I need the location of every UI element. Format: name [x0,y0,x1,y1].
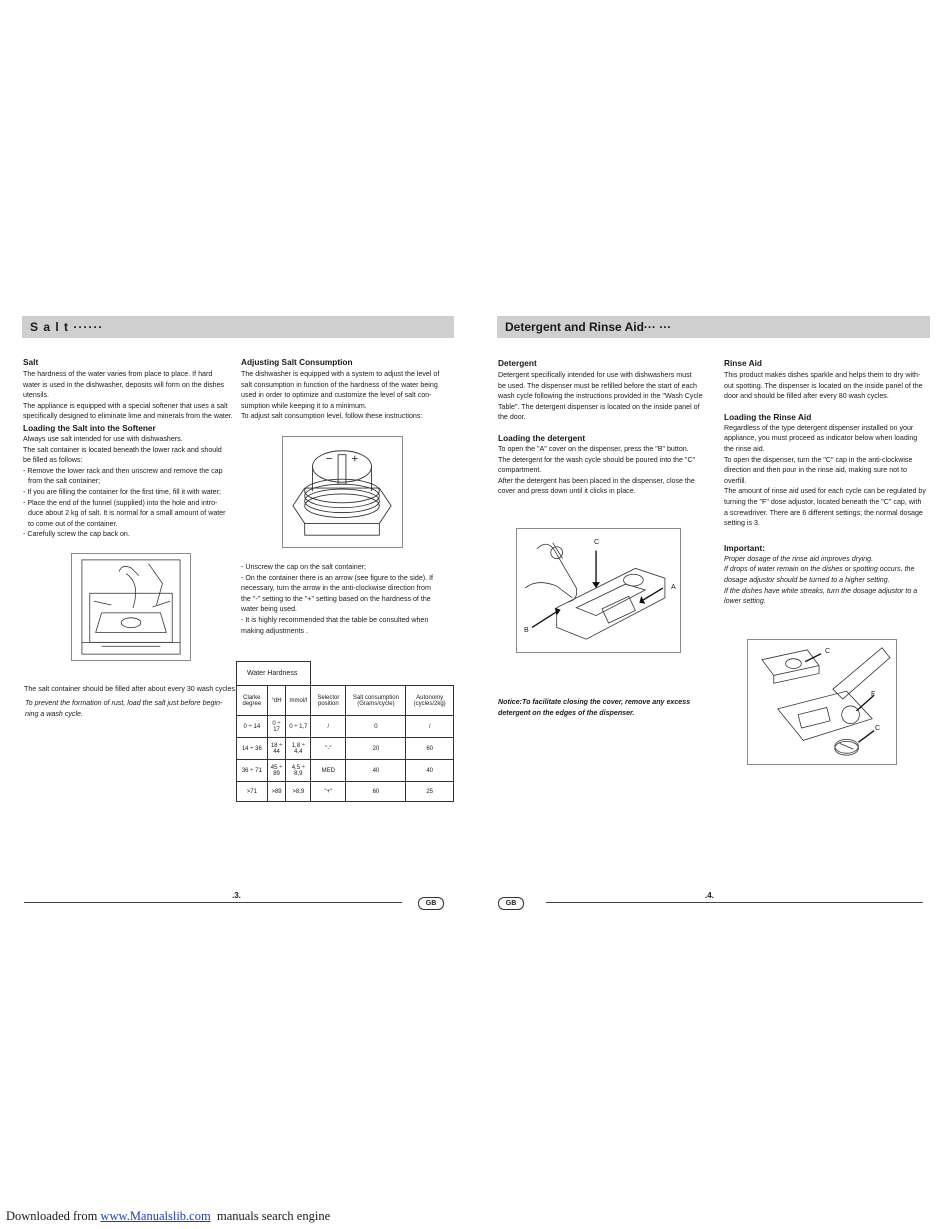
loading-rinse-aid-paragraph [724,423,929,529]
table-header: Selector position [311,686,346,716]
table-cell: 0 ÷ 14 [237,716,268,738]
footer-prefix: Downloaded from [6,1209,101,1223]
text-line: - Unscrew the cap on the salt container; [241,563,366,571]
text-line: This product makes dishes sparkle and helps them to dry with- [724,371,921,379]
dishwasher-salt-figure [71,553,191,661]
salt-fill-note: The salt container should be filled after about every 30 wash cycles. [24,685,237,693]
text-line: dosage adjustor should be turned to a higher setting. [724,575,890,584]
rinse-aid-drawing [748,640,896,764]
text-line: used in order to optimize and customize the level of salt con- [241,391,432,400]
salt-header-title: S a l t ······ [30,320,104,334]
download-footer [6,1209,330,1224]
table-header: °dH [267,686,286,716]
text-line: To open the dispenser, turn the "C" cap in the anti-clockwise [724,455,913,464]
table-cell: MED [311,760,346,782]
text-line: Detergent specifically intended for use with dishwashers must [498,371,692,379]
text-line: After the detergent has been placed in the dispenser, close the [498,476,695,485]
dishwasher-drawing [72,554,190,660]
table-cell: 25 [406,782,454,802]
text-line: - Carefully screw the cap back on. [23,530,130,539]
text-line: a screwdriver. There are 6 different settings; the normal dosage [724,508,923,517]
detergent-column [498,358,708,497]
text-line: the rinse aid. [724,444,765,453]
detergent-header-bar [497,316,930,338]
table-row [237,738,454,760]
figure-label-f: F [871,690,876,698]
text-line: To adjust salt consumption level, follow these instructions: [241,412,423,421]
table-row [237,760,454,782]
text-line: Notice:To facilitate closing the cover, remove any excess [498,698,691,706]
text-line: utensils. [23,391,50,400]
text-line: sumption while keeping it to a minimum. [241,401,367,410]
important-heading: Important: [724,542,766,553]
table-header: Clarke degree [237,686,268,716]
text-line: - On the container there is an arrow (see figure to the side). If [241,573,434,582]
table-header-row [237,686,454,716]
table-cell: / [406,716,454,738]
text-line: setting is 3. [724,519,760,528]
text-line: The appliance is equipped with a special softener that uses a salt [23,401,228,410]
text-line: the "-" setting to the "+" setting based on the hardness of the [241,594,431,603]
text-line: Proper dosage of the rinse aid improves drying. [724,554,874,563]
text-line: ning a wash cycle. [25,709,83,718]
text-line: out spotting. The dispenser is located on the inside panel of the [724,381,923,390]
footer-rule-right [546,902,923,903]
table-cell: 60 [346,782,406,802]
salt-heading: Salt [23,357,39,367]
text-line: - Remove the lower rack and then unscrew and remove the cap [23,466,223,475]
table-cell: 36 ÷ 71 [237,760,268,782]
adjusting-paragraph [241,369,453,422]
table-cell: 60 [406,738,454,760]
text-line: duce about 2 kg of salt. It is normal for a small amount of water [28,509,226,518]
text-line: Always use salt intended for use with dishwashers. [23,434,183,443]
detergent-paragraph [498,370,708,423]
adjusting-salt-column [241,357,453,422]
detergent-header-title: Detergent and Rinse Aid··· ··· [505,320,672,334]
important-paragraph [724,554,929,607]
table-cell: 1,8 ÷ 4,4 [286,738,311,760]
adjusting-salt-heading: Adjusting Salt Consumption [241,357,353,367]
text-line: - If you are filling the container for the first time, fill it with water; [23,487,221,496]
table-cell: 20 [346,738,406,760]
text-line: lower setting. [724,597,766,606]
page-number-left: .3. [232,891,241,900]
table-cell: / [311,716,346,738]
text-line: The salt container is located beneath the lower rack and should [23,445,222,454]
notice-text [498,697,713,718]
text-line: salt consumption in function of the hardness of the water being [241,380,438,389]
table-row [237,782,454,802]
text-line: door and should be filled after every 80 wash cycles. [724,392,889,401]
detergent-heading: Detergent [498,358,537,368]
table-header: mmol/l [286,686,311,716]
text-line: appliance, you must proceed as indicator below when loading [724,434,918,443]
text-line: be filled as follows: [23,456,83,465]
figure-label-b: B [524,626,529,634]
table-cell: 18 ÷ 44 [267,738,286,760]
salt-header-bar [22,316,454,338]
water-hardness-title: Water Hardness [237,662,311,686]
text-line: to come out of the container. [28,519,118,528]
text-line: from the salt container; [28,477,101,486]
footer-rule-left [24,902,402,903]
table-header: Salt consumption (Grams/cycle) [346,686,406,716]
table-cell: 14 ÷ 36 [237,738,268,760]
text-line: The hardness of the water varies from place to place. If hard [23,370,213,378]
text-line: detergent on the edges of the dispenser. [498,708,635,717]
table-blank-cell [311,662,454,686]
text-line: cover and press down until it clicks in place. [498,487,636,496]
text-line: To prevent the formation of rust, load the salt just before begin- [25,699,223,707]
footer-suffix: manuals search engine [210,1209,331,1223]
table-cell: >71 [237,782,268,802]
table-cell: 45 ÷ 89 [267,760,286,782]
figure-label-c-bottom: C [875,724,881,732]
text-line: The dishwasher is equipped with a system to adjust the level of [241,370,440,378]
text-line: specifically designed to eliminate lime and minerals from the water. [23,412,233,421]
table-cell: >89 [267,782,286,802]
text-line: water is used in the dishwasher, deposits will form on the dishes [23,380,225,389]
table-cell: "-" [311,738,346,760]
table-row [237,716,454,738]
text-line: turning the "F" dose adjustor, located beneath the "C" cap, with [724,497,922,506]
text-line: The amount of rinse aid used for each cycle can be regulated by [724,487,926,496]
text-line: be used. The dispenser must be refilled before the start of each [498,381,698,390]
page-number-right: .4. [705,891,714,900]
table-cell: 0 [346,716,406,738]
rust-note [25,698,237,719]
text-line: Table". The detergent dispenser is located on the inside panel of [498,402,700,411]
text-line: To open the "A" cover on the dispenser, press the "B" button. [498,444,689,453]
figure-label-c-top: C [825,647,831,655]
adjusting-steps [241,562,453,636]
water-hardness-table [236,661,454,802]
loading-detergent-heading: Loading the detergent [498,432,586,443]
rinse-aid-figure [747,639,897,765]
text-line: making adjustments . [241,626,309,635]
figure-label-c: C [594,538,600,546]
table-cell: 0 ÷ 1,7 [286,716,311,738]
text-line: compartment. [498,466,542,475]
loading-salt-paragraph [23,434,235,540]
text-line: If the dishes have white streaks, turn the dosage adjustor to a [724,586,918,595]
table-cell: 4,5 ÷ 8,9 [286,760,311,782]
rinse-aid-heading: Rinse Aid [724,358,762,368]
table-header: Autonomy (cycles/2kg) [406,686,454,716]
text-line: wash cycle following the instructions provided in the "Wash Cycle [498,392,703,401]
text-line: necessary, turn the arrow in the anti-clockwise direction from [241,584,431,593]
salt-paragraph [23,369,235,422]
text-line: - It is highly recommended that the table be consulted when [241,615,429,624]
table-cell: 0 ÷ 17 [267,716,286,738]
text-line: water being used. [241,605,297,614]
gb-badge-right: GB [498,897,524,910]
text-line: direction and then pour in the rinse aid, making sure not to overfill. [724,466,907,485]
manualslib-link[interactable]: www.Manualslib.com [100,1209,211,1223]
salt-cap-figure [282,436,403,548]
text-line: If drops of water remain on the dishes or spotting occurs, the [724,565,915,574]
text-line: Regardless of the type detergent dispenser installed on your [724,423,914,432]
gb-badge-left: GB [418,897,444,910]
loading-rinse-aid-heading: Loading the Rinse Aid [724,411,812,422]
table-cell: "+" [311,782,346,802]
loading-salt-heading: Loading the Salt into the Softener [23,422,156,433]
table-cell: 40 [406,760,454,782]
salt-column [23,357,235,540]
rinse-aid-paragraph [724,370,929,402]
salt-cap-drawing [283,437,402,547]
figure-label-a: A [671,583,676,591]
table-cell: 40 [346,760,406,782]
table-cell: >8,9 [286,782,311,802]
text-line: The detergent for the wash cycle should be poured into the "C" [498,455,696,464]
text-line: - Place the end of the funnel (supplied) into the hole and intro- [23,498,218,507]
rinse-aid-column [724,358,929,607]
loading-detergent-paragraph [498,444,708,497]
text-line: the door. [498,413,526,422]
